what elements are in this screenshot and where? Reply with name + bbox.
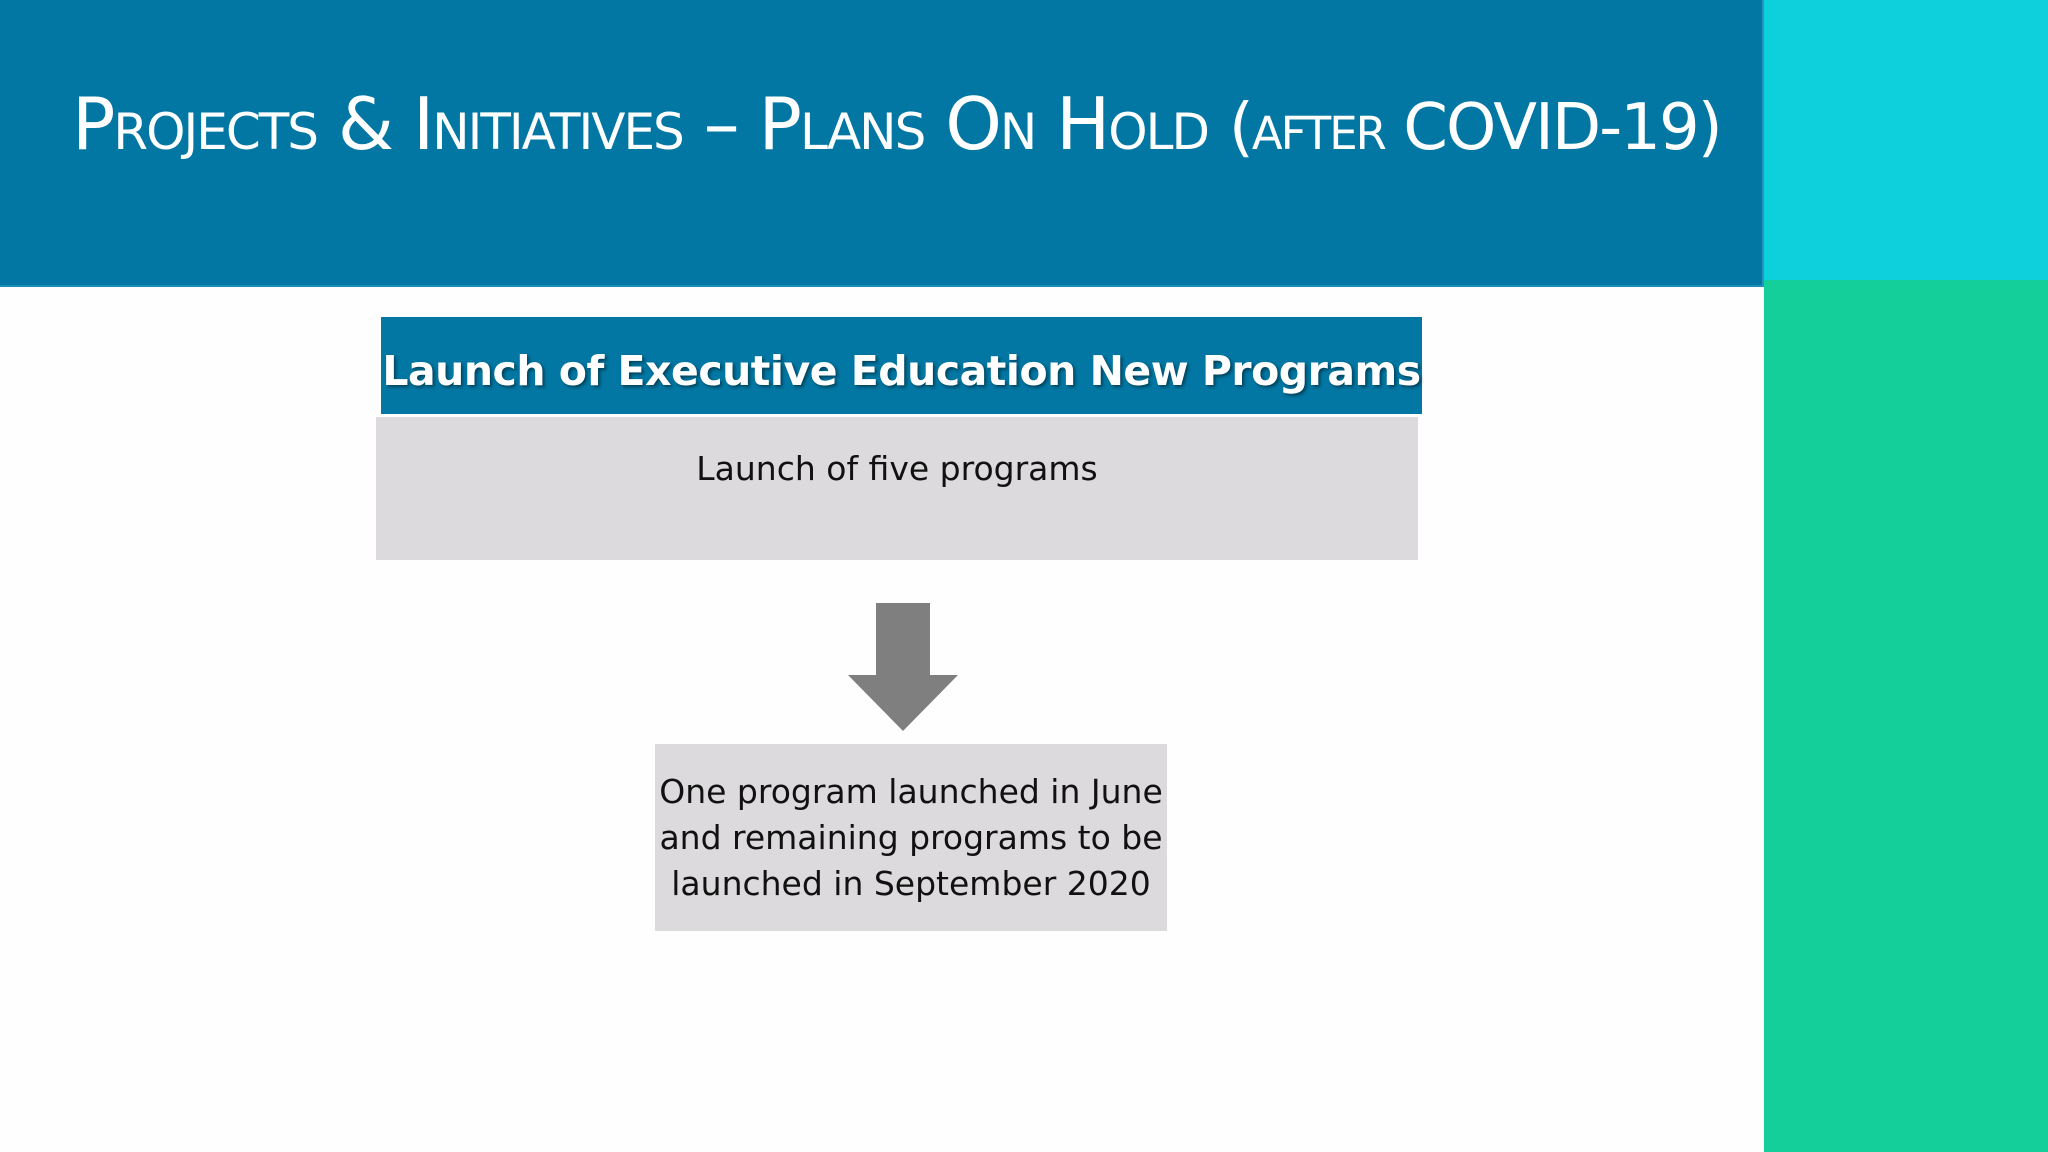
result-line-1: One program launched in June bbox=[659, 772, 1163, 811]
slide-title-main: Projects & Initiatives – Plans On Hold bbox=[72, 82, 1229, 166]
slide-title bbox=[72, 76, 1721, 176]
accent-block-cyan bbox=[1764, 0, 2048, 280]
result-line-3: launched in September 2020 bbox=[671, 864, 1151, 903]
accent-block-green bbox=[1764, 280, 2048, 1152]
slide-title-subtitle: (after COVID-19) bbox=[1228, 91, 1721, 165]
program-card-header: Launch of Executive Education New Programs bbox=[381, 317, 1422, 414]
result-line-2: and remaining programs to be bbox=[659, 818, 1163, 857]
title-bar bbox=[0, 0, 1764, 287]
down-arrow-icon bbox=[848, 603, 958, 731]
result-box bbox=[655, 744, 1167, 931]
program-card-body: Launch of five programs bbox=[376, 417, 1418, 560]
down-arrow-shape bbox=[848, 603, 958, 731]
